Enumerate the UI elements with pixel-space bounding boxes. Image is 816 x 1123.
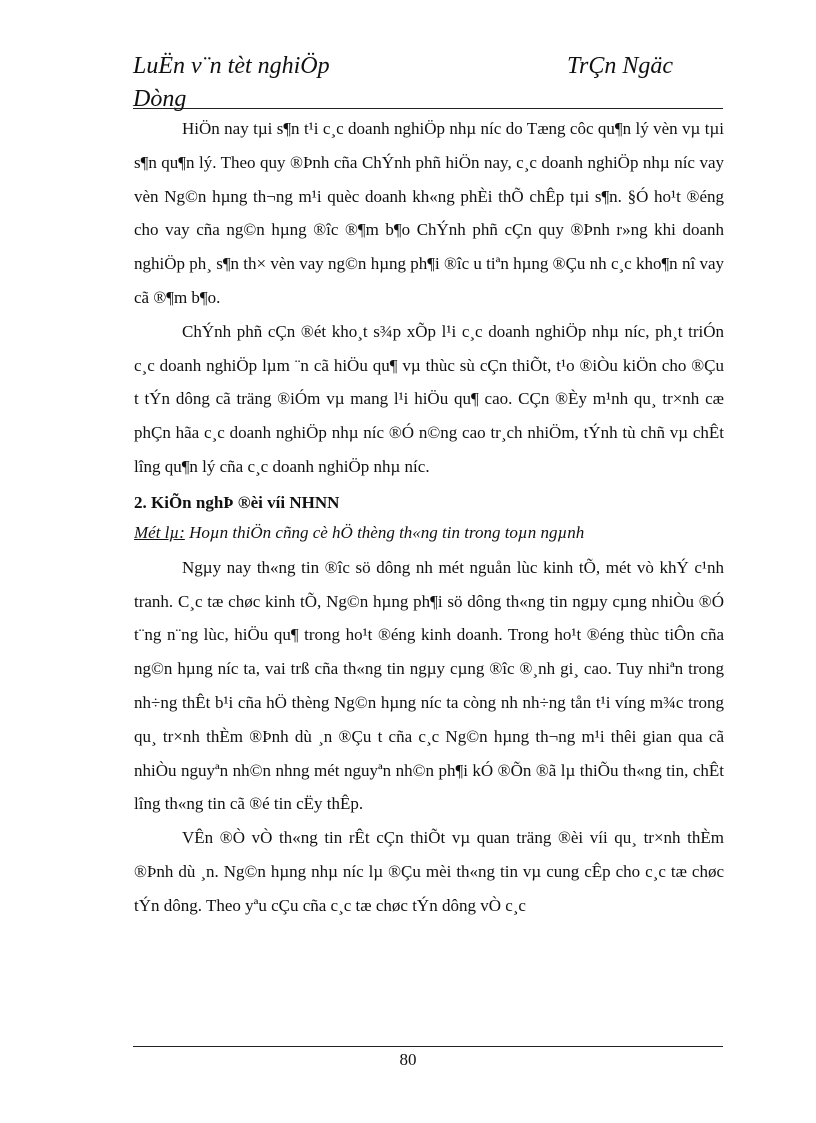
page-body [134, 112, 724, 923]
body-paragraph: ChÝnh phñ cÇn ®ét kho¸t s¾p xÕp l¹i c¸c doanh nghiÖp nhµ níc, ph¸t triÓn c¸c doanh nghiÖp lµm ¨n cã hiÖu qu¶ vµ thùc sù cÇn thiÕt, t¹o ®iÒu kiÖn cho ®Çu t tÝn dông cã träng ®iÓm vµ mang l¹i hiÖu qu¶ cao. CÇn ®Èy m¹nh qu¸ tr×nh cæ phÇn hãa c¸c doanh nghiÖp nhµ níc ®Ó n©ng cao tr¸ch nhiÖm, tÝnh tù chñ vµ chÊt lîng qu¶n lý cña c¸c doanh nghiÖp nhµ níc. [134, 321, 724, 476]
body-paragraph: VÊn ®Ò vÒ th«ng tin rÊt cÇn thiÕt vµ quan träng ®èi víi qu¸ tr×nh thÈm ®Þnh dù ¸n. Ng©n hµng nhµ níc lµ ®Çu mèi th«ng tin vµ cung cÊp cho c¸c tæ chøc tÝn dông. Theo yªu cÇu cña c¸c tæ chøc tÝn dông vÒ c¸c [134, 828, 724, 915]
header-author-name-continued: Dòng [133, 86, 187, 112]
subsection-title: Hoµn thiÖn cñng cè hÖ thèng th«ng tin trong toµn ngµnh [184, 522, 585, 542]
header-thesis-title: LuËn v¨n tèt nghiÖp [133, 53, 330, 79]
body-paragraph: Ngµy nay th«ng tin ®îc sö dông nh mét nguån lùc kinh tÕ, mét vò khÝ c¹nh tranh. C¸c tæ chøc kinh tÕ, Ng©n hµng ph¶i sö dông th«ng tin ngµy cµng nhiÒu ®Ó t¨ng n¨ng lùc, hiÖu qu¶ trong ho¹t ®éng kinh doanh. Trong ho¹t ®éng thùc tiÔn cña ng©n hµng níc ta, vai trß cña th«ng tin ngµy cµng ®îc ®¸nh gi¸ cao. Tuy nhiªn trong nh÷ng thÊt b¹i cña hÖ thèng Ng©n hµng níc ta còng nh nh÷ng tån t¹i víng m¾c trong qu¸ tr×nh thÈm ®Þnh dù ¸n ®Çu t cña c¸c Ng©n hµng th¬ng m¹i thêi gian qua cã nhiÒu nguyªn nh©n nhng mét nguyªn nh©n ph¶i kÓ ®Õn ®ã lµ thiÕu th«ng tin, chÊt lîng th«ng tin cã ®é tin cËy thÊp. [134, 557, 724, 814]
header-author-name: TrÇn Ngäc [567, 53, 674, 79]
footer-divider [133, 1046, 723, 1047]
section-heading: 2. KiÕn nghÞ ®èi víi NHNN [134, 492, 340, 512]
subsection-heading [134, 518, 724, 548]
body-paragraph: HiÖn nay tµi s¶n t¹i c¸c doanh nghiÖp nhµ níc do Tæng côc qu¶n lý vèn vµ tµi s¶n qu¶n lý. Theo quy ®Þnh cña ChÝnh phñ hiÖn nay, c¸c doanh nghiÖp nhµ níc vay vèn Ng©n hµng th¬ng m¹i quèc doanh kh«ng phÈi thÕ chÊp tµi s¶n. §Ó ho¹t ®éng cho vay cña ng©n hµng ®îc ®¶m b¶o ChÝnh phñ cÇn quy ®Þnh r»ng khi doanh nghiÖp ph¸ s¶n th× vèn vay ng©n hµng ph¶i ®îc u tiªn hµng ®Çu nh c¸c kho¶n nî vay cã ®¶m b¶o. [134, 119, 724, 307]
page-number: 80 [399, 1050, 417, 1069]
header-divider [133, 108, 723, 109]
subsection-label: Mét lµ: [134, 522, 185, 542]
